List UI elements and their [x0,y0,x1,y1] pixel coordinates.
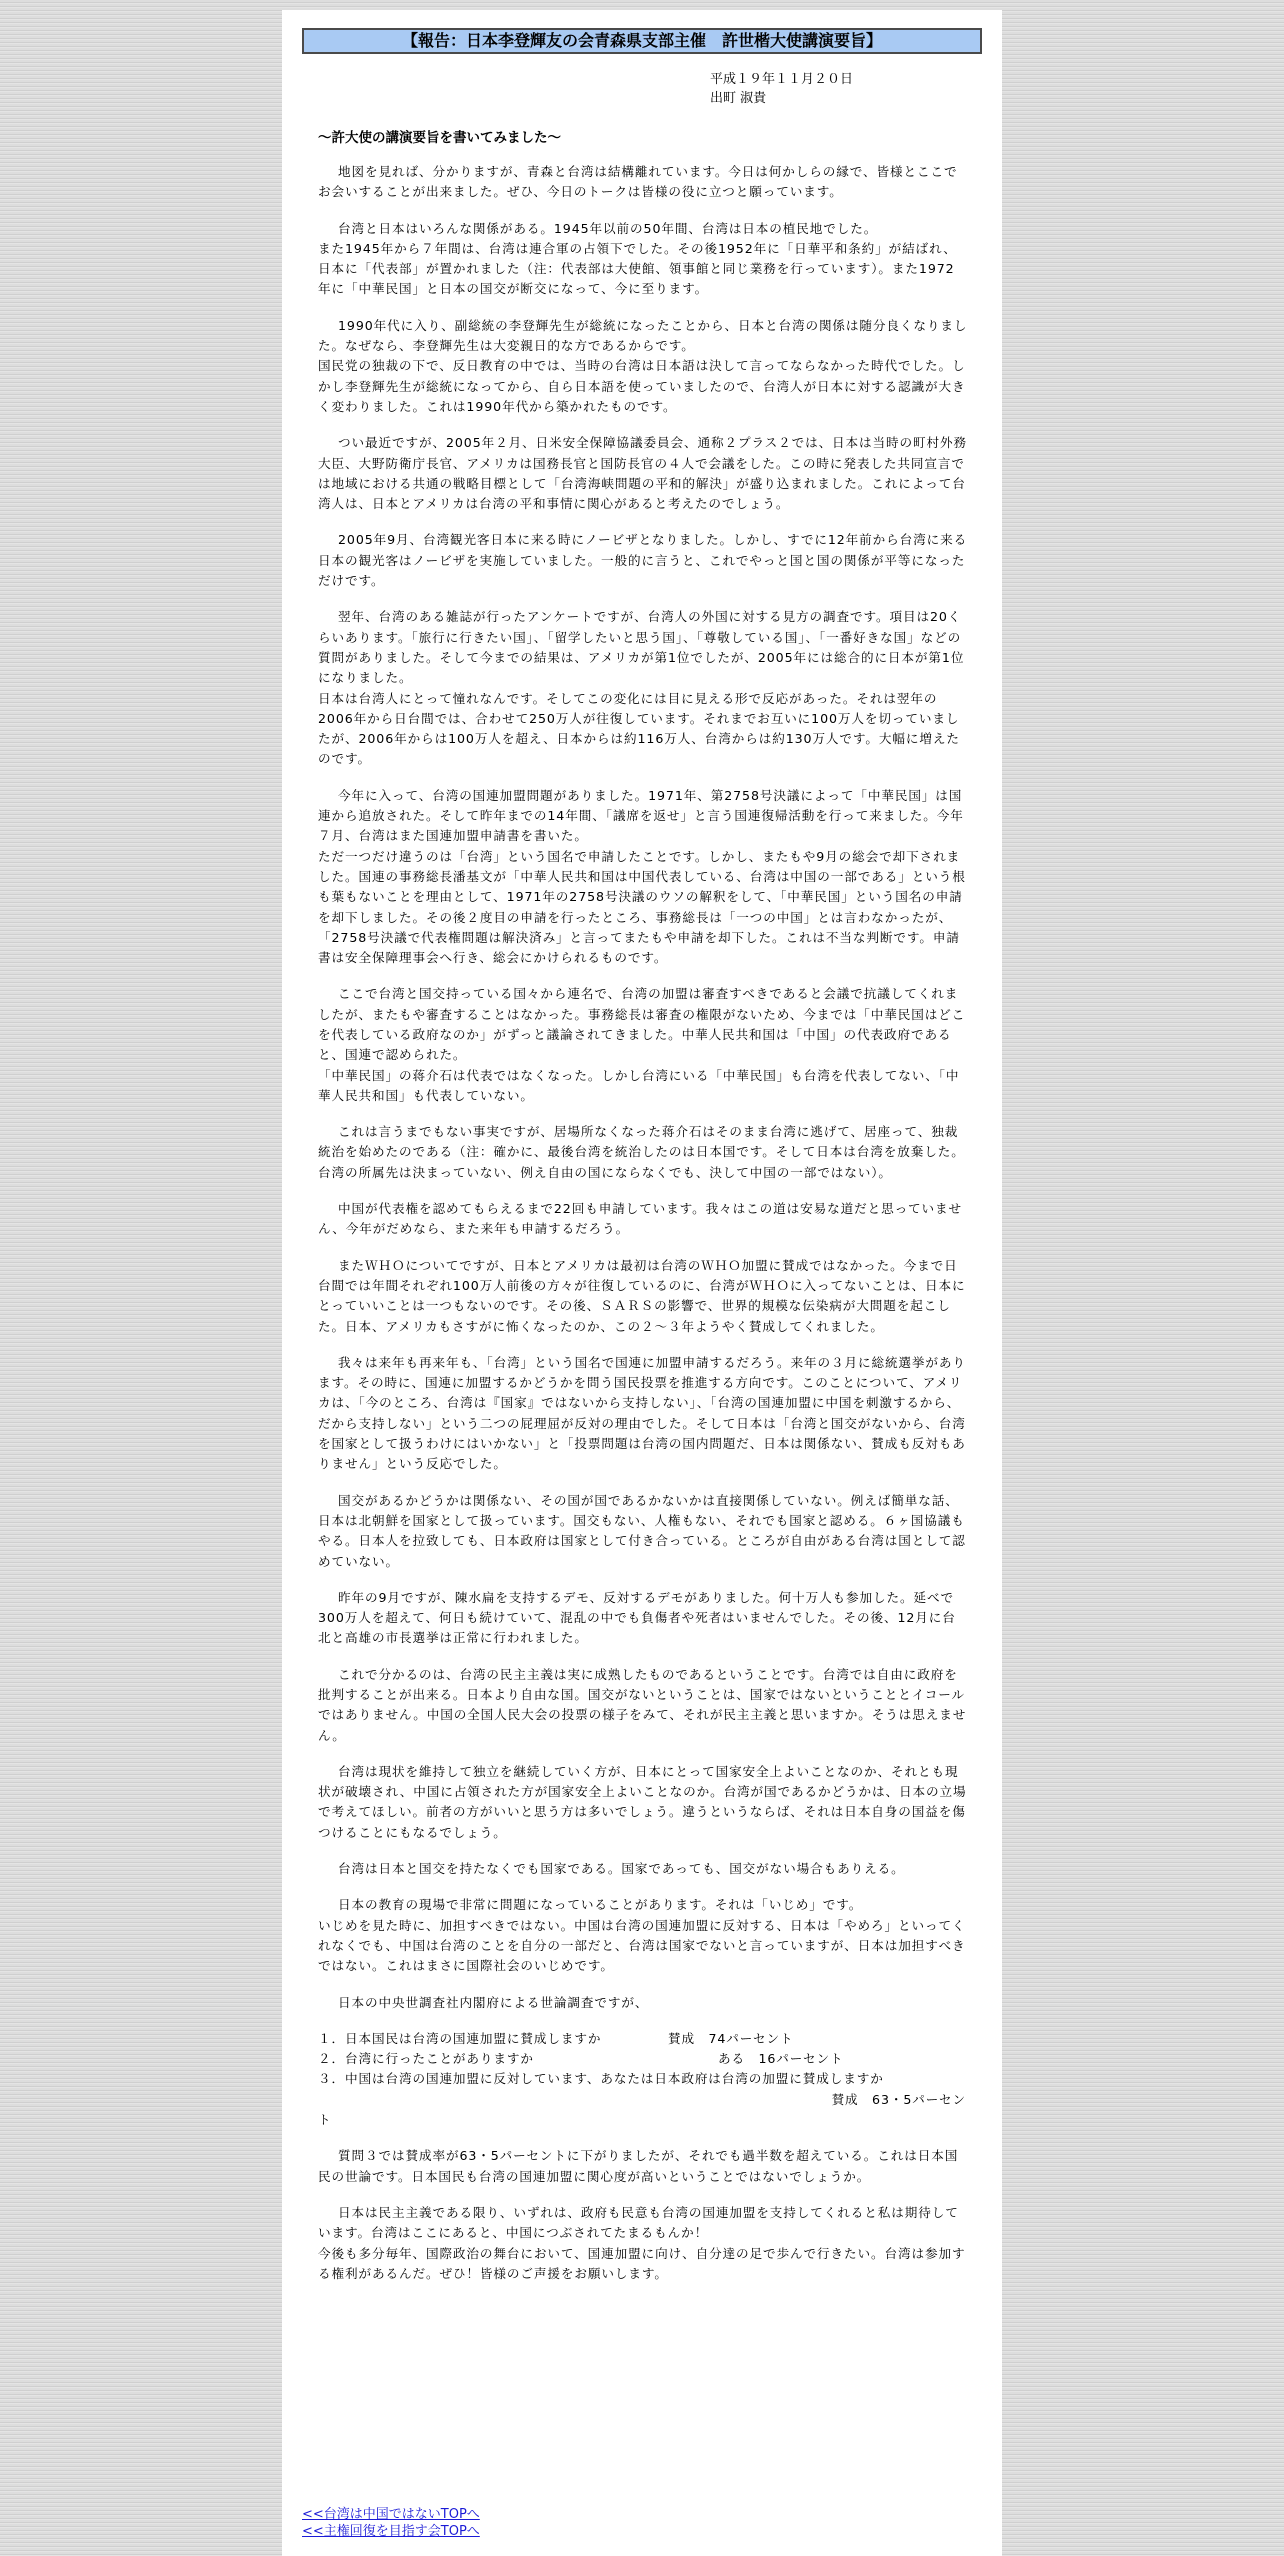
survey-answer-3: 賛成 63・5パーセン [831,2091,966,2107]
paragraph-line: 昨年の9月ですが、陳水扁を支持するデモ、反対するデモがありました。何十万人も参加した。延べで300万人を超えて、何日も続けていて、混乱の中でも負傷者や死者はいませんでした。その後、12月に台北と高雄の市長選挙は正常に行われました。 [318,1589,956,1646]
paragraph-line: 日本は台湾人にとって憧れなんです。そしてこの変化には目に見える形で反応があった。それは翌年の2006年から日台間では、合わせて250万人が往復しています。それまでお互いに100万人を切っていましたが、2006年からは100万人を超え、日本からは約116万人、台湾からは約130万人です。大幅に増えたのです。 [318,690,960,767]
body-paragraph [318,786,968,969]
survey-answer-2: ある 16パーセント [718,2051,844,2067]
body-paragraph [318,2203,968,2284]
paragraph-line: ただ一つだけ違うのは「台湾」という国名で申請したことです。しかし、またもや9月の総会で却下されました。国連の事務総長潘基文が「中華人民共和国は中国代表している、台湾は中国の一部である」という根も葉もないことを理由として、1971年の2758号決議のウソの解釈をして、「中華民国」という国名の申請を却下しました。その後２度目の申請を行ったところ、事務総長は「一つの中国」とは言わなかったが、「2758号決議で代表権問題は解決済み」と言ってまたもや申請を却下した。これは不当な判断です。申請書は安全保障理事会へ行き、総会にかけられるものです。 [318,848,966,966]
body-paragraph [318,1665,968,1746]
survey-question-1: １．日本国民は台湾の国連加盟に賛成しますか [318,2030,602,2046]
body-paragraph [318,316,968,417]
body-paragraph [318,1353,968,1475]
paragraph-line: これで分かるのは、台湾の民主主義は実に成熟したものであるということです。台湾では自由に政府を批判することが出来る。日本より自由な国。国交がないということは、国家ではないということとイコールではありません。中国の全国人民大会の投票の様子をみて、それが民主主義と思いますか。そうは思えません。 [318,1666,967,1743]
paragraph-line: 今年に入って、台湾の国連加盟問題がありました。1971年、第2758号決議によって「中華民国」は国連から追放された。そして昨年までの14年間、「議席を返せ」と言う国連復帰活動を行って来ました。今年７月、台湾はまた国連加盟申請書を書いた。 [318,787,964,844]
paragraph-line: 台湾は日本と国交を持たなくでも国家である。国家であっても、国交がない場合もありえる。 [338,1861,905,1877]
footer-links [302,2506,480,2540]
paragraph-line: ここで台湾と国交持っている国々から連名で、台湾の加盟は審査すべきであると会議で抗議してくれましたが、またもや審査することはなかった。事務総長は審査の権限がないため、今までは「中華民国はどこを代表している政府なのか」がずっと議論されてきました。中華人民共和国は「中国」の代表政府であると、国連で認められた。 [318,986,966,1063]
report-date: 平成１９年１１月２０日 [710,72,854,87]
report-subheading: ～許大使の講演要旨を書いてみました～ [318,130,561,146]
paragraph-list [318,162,968,2013]
sovereignty-top-link[interactable]: <<主権回復を目指す会TOPへ [302,2524,480,2539]
body-paragraph [318,530,968,591]
closing-paragraph-list [318,2146,968,2284]
paragraph-line: 我々は来年も再来年も、「台湾」という国名で国連に加盟申請するだろう。来年の３月に総統選挙があります。その時に、国連に加盟するかどうかを問う国民投票を推進する方向です。このことについて、アメリカは、「今のところ、台湾は『国家』ではないから支持しない」、「台湾の国連加盟に中国を刺激するから、だから支持しない」という二つの屁理屈が反対の理由でした。そして日本は「台湾と国交がないから、台湾を国家として扱うわけにはいかない」と「投票問題は台湾の国内問題だ、日本は関係ない、賛成も反対もありません」という反応でした。 [318,1354,966,1472]
report-meta [710,70,853,108]
body-paragraph [318,1491,968,1572]
paragraph-line: 日本の教育の現場で非常に問題になっていることがあります。それは「いじめ」です。 [338,1897,863,1913]
survey-answer-1: 賛成 74パーセント [668,2030,794,2046]
paragraph-line: 台湾は現状を維持して独立を継続していく方が、日本にとって国家安全上よいことなのか、それとも現状が破壊され、中国に占領された方が国家安全上よいことなのか。台湾が国であるかどうかは、日本の立場で考えてほしい。前者の方がいいと思う方は多いでしょう。違うというならば、それは日本自身の国益を傷つけることにもなるでしょう。 [318,1763,967,1840]
paragraph-line: つい最近ですが、2005年２月、日米安全保障協議委員会、通称２プラス２では、日本は当時の町村外務大臣、大野防衛庁長官、アメリカは国務長官と国防長官の４人で会議をした。この時に発表した共同宣言では地域における共通の戦略目標として「台湾海峡問題の平和的解決」が盛り込まれました。これによって台湾人は、日本とアメリカは台湾の平和事情に関心があると考えたのでしょう。 [318,435,967,512]
paragraph-line: 日本は民主主義である限り、いずれは、政府も民意も台湾の国連加盟を支持してくれると私は期待しています。台湾はここにあると、中国につぶされてたまるもんか！ [318,2204,959,2241]
paragraph-line: 質問３では賛成率が63・5パーセントに下がりましたが、それでも過半数を超えている。これは日本国民の世論です。日本国民も台湾の国連加盟に関心度が高いということではないでしょうか。 [318,2148,959,2184]
body-paragraph [318,219,968,300]
paragraph-line: 翌年、台湾のある雑誌が行ったアンケートですが、台湾人の外国に対する見方の調査です。項目は20くらいあります。「旅行に行きたい国」、「留学したいと思う国」、「尊敬している国」、「一番好きな国」などの質問がありました。そして今までの結果は、アメリカが第1位でしたが、2005年には総合的に日本が第1位になりました。 [318,609,965,686]
paragraph-line: 2005年9月、台湾観光客日本に来る時にノービザとなりました。しかし、すでに12年前から台湾に来る日本の観光客はノービザを実施していました。一般的に言うと、これでやっと国と国の関係が平等になっただけです。 [318,532,968,589]
report-title: 【報告：日本李登輝友の会青森県支部主催 許世楷大使講演要旨】 [302,28,982,54]
paragraph-line: これは言うまでもない事実ですが、居場所なくなった蒋介石はそのまま台湾に逃げて、居座って、独裁統治を始めたのである（注：確かに、最後台湾を統治したのは日本国です。そして日本は台湾を放棄した。台湾の所属先は決まっていない、例え自由の国にならなくでも、決して中国の一部ではない）。 [318,1124,965,1180]
body-paragraph [318,433,968,514]
body-paragraph [318,1122,968,1183]
paragraph-line: またＷＨＯについてですが、日本とアメリカは最初は台湾のＷＨＯ加盟に賛成ではなかった。今まで日台間では年間それぞれ100万人前後の方々が往復しているのに、台湾がＷＨＯに入ってないことは、日本にとっていいことは一つもないのです。その後、ＳＡＲＳの影響で、世界的規模な伝染病が大問題を起こした。日本、アメリカもさすがに怖くなったのか、この２～３年ようやく賛成してくれました。 [318,1257,966,1334]
body-paragraph [318,1993,968,2013]
survey-item-3 [318,2069,968,2130]
paragraph-line: いじめを見た時に、加担すべきではない。中国は台湾の国連加盟に反対する、日本は「やめろ」といってくれなくでも、中国は台湾のことを自分の一部だと、台湾は国家でないと言っていますが、日本は加担すべきではない。これはまさに国際社会のいじめです。 [318,1917,966,1974]
body-paragraph [318,162,968,203]
survey-question-3: ３．中国は台湾の国連加盟に反対しています、あなたは日本政府は台湾の加盟に賛成しますか [318,2071,884,2087]
paragraph-line: 国民党の独裁の下で、反日教育の中では、当時の台湾は日本語は決して言ってならなかった時代でした。しかし李登輝先生が総統になってから、自ら日本語を使っていましたので、台湾人が日本に対する認識が大きく変わりました。これは1990年代から築かれたものです。 [318,358,966,414]
body-paragraph [318,1256,968,1337]
paragraph-line: 「中華民国」の蒋介石は代表ではなくなった。しかし台湾にいる「中華民国」も台湾を代表してない、「中華人民共和国」も代表していない。 [318,1067,960,1103]
report-author: 出町 淑貴 [710,91,767,106]
body-paragraph [318,1588,968,1649]
body-paragraph [318,607,968,769]
paragraph-line: 1990年代に入り、副総統の李登輝先生が総統になったことから、日本と台湾の関係は随分良くなりました。なぜなら、李登輝先生は大変親日的な方であるからです。 [318,317,968,354]
report-body [318,162,968,2300]
body-paragraph [318,1895,968,1976]
body-paragraph [318,1859,968,1879]
document-page [282,10,1002,2556]
body-paragraph [318,984,968,1106]
paragraph-line: また1945年から７年間は、台湾は連合軍の占領下でした。その後1952年に「日華平和条約」が結ばれ、日本に「代表部」が置かれました（注：代表部は大使館、領事館と同じ業務を行っています）。また1972年に「中華民国」と日本の国交が断交になって、今に至ります。 [318,240,957,297]
survey-results [318,2029,968,2130]
survey-item-1 [318,2029,968,2049]
paragraph-line: 今後も多分毎年、国際政治の舞台において、国連加盟に向け、自分達の足で歩んで行きたい。台湾は参加する権利があるんだ。ぜひ！皆様のご声援をお願いします。 [318,2245,966,2281]
survey-item-2 [318,2049,968,2069]
paragraph-line: 台湾と日本はいろんな関係がある。1945年以前の50年間、台湾は日本の植民地でした。 [338,220,878,236]
survey-question-2: ２．台湾に行ったことがありますか [318,2051,534,2067]
paragraph-line: 日本の中央世調査社内閣府による世論調査ですが、 [338,1994,649,2010]
back-to-top-link[interactable]: <<台湾は中国ではないTOPへ [302,2507,480,2522]
body-paragraph [318,1762,968,1843]
paragraph-line: 国交があるかどうかは関係ない、その国が国であるかないかは直接関係していない。例えば簡単な話、日本は北朝鮮を国家として扱っています。国交もない、人権もない、それでも国家と認める。６ヶ国協議もやる。日本人を拉致しても、日本政府は国家として付き合っている。ところが自由がある台湾は国として認めていない。 [318,1492,966,1569]
paragraph-line: 地図を見れば、分かりますが、青森と台湾は結構離れています。今日は何かしらの縁で、皆様とここでお会いすることが出来ました。ぜひ、今日のトークは皆様の役に立つと願っています。 [318,164,958,200]
paragraph-line: 中国が代表権を認めてもらえるまで22回も申請しています。我々はこの道は安易な道だと思っていません、今年がだめなら、また来年も申請するだろう。 [318,1201,963,1237]
survey-answer-3-wrap: ト [318,2112,332,2128]
body-paragraph [318,1199,968,1240]
body-paragraph [318,2146,968,2187]
